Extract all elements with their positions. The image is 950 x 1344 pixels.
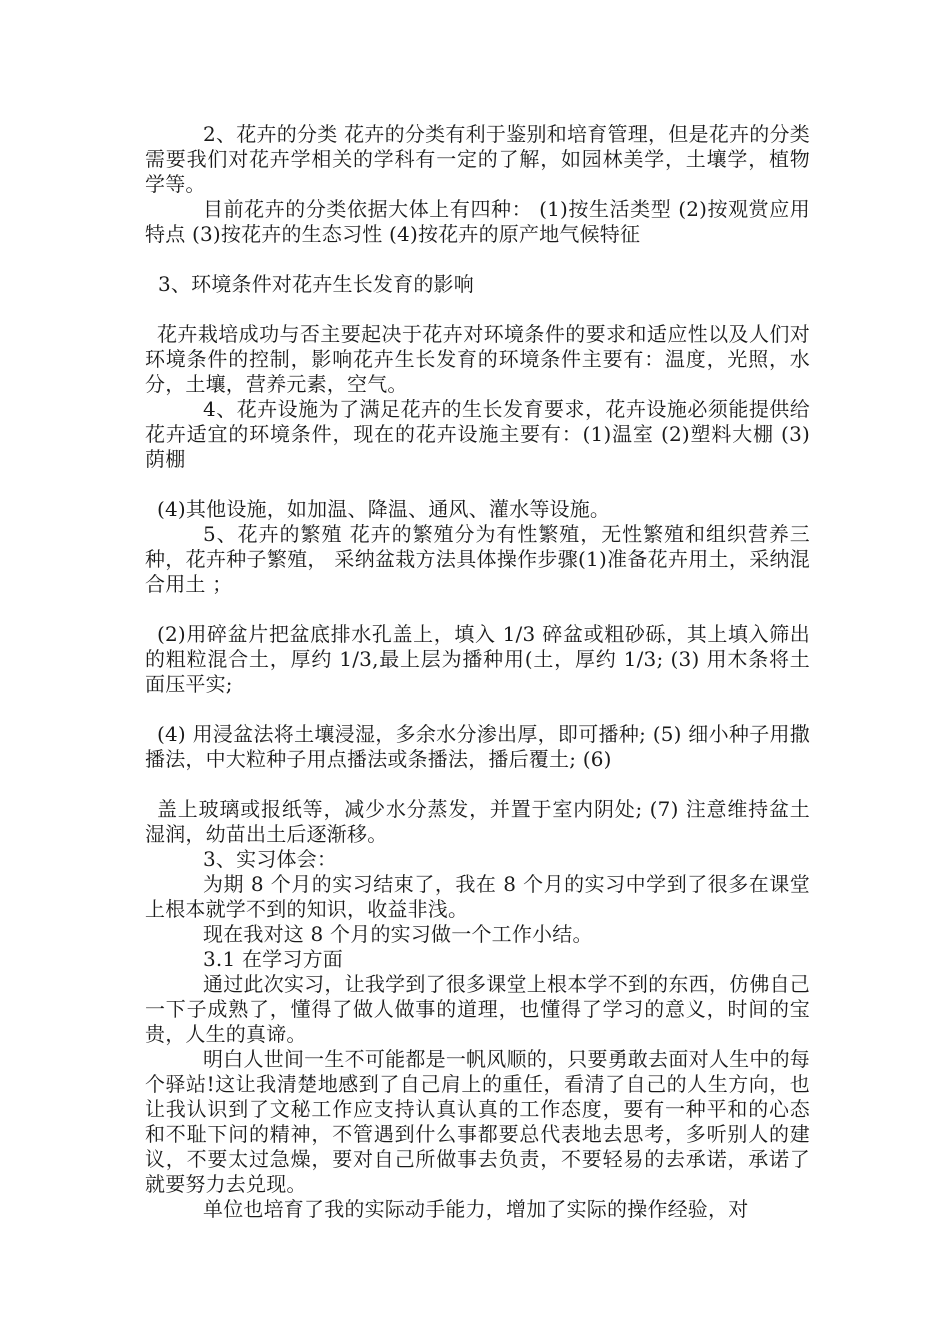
paragraph: 单位也培育了我的实际动手能力，增加了实际的操作经验，对 [203,1197,749,1221]
paragraph: 盖上玻璃或报纸等，减少水分蒸发，并置于室内阴处; (7) 注意维持盆土湿润，幼苗出土后逐渐移。 [145,797,810,846]
paragraph: 通过此次实习，让我学到了很多课堂上根本学不到的东西，仿佛自己一下子成熟了，懂得了做人做事的道理，也懂得了学习的意义，时间的宝贵，人生的真谛。 [145,972,810,1046]
text-group-classification [145,122,810,247]
paragraph: 为期 8 个月的实习结束了，我在 8 个月的实习中学到了很多在课堂上根本就学不到的知识，收益非浅。 [145,872,810,921]
text-group-steps-a [145,622,810,697]
paragraph: 花卉栽培成功与否主要起决于花卉对环境条件的要求和适应性以及人们对环境条件的控制，影响花卉生长发育的环境条件主要有：温度，光照，水分，土壤，营养元素，空气。 [145,322,810,396]
text-group-heading-environment [158,272,823,297]
paragraph: 目前花卉的分类依据大体上有四种： (1)按生活类型 (2)按观赏应用特点 (3)按花卉的生态习性 (4)按花卉的原产地气候特征 [145,197,810,246]
section-heading: 3、环境条件对花卉生长发育的影响 [158,272,474,296]
paragraph: 5、花卉的繁殖 花卉的繁殖分为有性繁殖，无性繁殖和组织营养三种，花卉种子繁殖， 采纳盆栽方法具体操作步骤(1)准备花卉用土，采纳混合用土 ； [145,522,810,596]
section-heading: 3、实习体会： [203,847,338,871]
paragraph: 现在我对这 8 个月的实习做一个工作小结。 [203,922,593,946]
text-group-steps-b [145,722,810,772]
section-heading: 3.1 在学习方面 [203,947,343,971]
paragraph: 明白人世间一生不可能都是一帆风顺的，只要勇敢去面对人生中的每个驿站!这让我清楚地感到了自己肩上的重任，看清了自己的人生方向，也让我认识到了文秘工作应支持认真认真的工作态度，要有一种平和的心态和不耻下问的精神，不管遇到什么事都要总代表地去思考，多听别人的建议，不要太过急燥，要对自己所做事去负责，不要轻易的去承诺，承诺了就要努力去兑现。 [145,1047,810,1196]
paragraph: 2、花卉的分类 花卉的分类有利于鉴别和培育管理，但是花卉的分类需要我们对花卉学相关的学科有一定的了解，如园林美学，土壤学，植物学等。 [145,122,810,196]
text-group-practice [145,797,810,1222]
text-group-environment [145,322,810,472]
paragraph: (2)用碎盆片把盆底排水孔盖上，填入 1/3 碎盆或粗砂砾，其上填入筛出的粗粒混合土，厚约 1/3,最上层为播种用(土，厚约 1/3; (3) 用木条将土面压平实; [145,622,810,696]
text-group-facilities [145,497,810,597]
paragraph: (4)其他设施，如加温、降温、通风、灌水等设施。 [157,497,611,521]
paragraph: 4、花卉设施为了满足花卉的生长发育要求，花卉设施必须能提供给花卉适宜的环境条件，现在的花卉设施主要有：(1)温室 (2)塑料大棚 (3)荫棚 [145,397,810,471]
paragraph: (4) 用浸盆法将土壤浸湿，多余水分渗出厚，即可播种; (5) 细小种子用撒播法，中大粒种子用点播法或条播法，播后覆土; (6) [145,722,810,771]
